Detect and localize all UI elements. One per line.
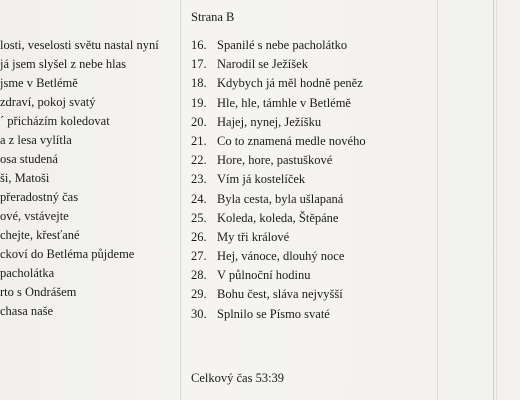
list-item bbox=[191, 113, 431, 132]
track-number: 17. bbox=[191, 57, 207, 72]
list-item bbox=[191, 94, 431, 113]
list-item bbox=[191, 170, 431, 189]
track-title: Splnilo se Písmo svaté bbox=[217, 306, 330, 321]
track-title: Koleda, koleda, Štěpáne bbox=[217, 210, 339, 225]
list-item: ´ přicházím koledovat bbox=[0, 114, 110, 128]
list-item bbox=[191, 209, 431, 228]
list-item bbox=[191, 228, 431, 247]
track-title: Hej, vánoce, dlouhý noce bbox=[217, 249, 345, 264]
track-number: 20. bbox=[191, 114, 207, 129]
list-item: ové, vstávejte bbox=[0, 209, 69, 223]
list-item: chasa naše bbox=[0, 304, 54, 318]
track-title: Kdybych já měl hodně peněz bbox=[217, 76, 363, 91]
track-number: 19. bbox=[191, 95, 207, 110]
list-item bbox=[191, 305, 431, 324]
list-item: přeradostný čas bbox=[0, 190, 79, 204]
total-time: Celkový čas 53:39 bbox=[191, 371, 285, 385]
track-title: Spanilé s nebe pacholátko bbox=[217, 38, 348, 52]
list-item bbox=[191, 55, 431, 74]
list-item: ši, Matoši bbox=[0, 171, 50, 185]
list-item bbox=[191, 190, 431, 209]
side-b-track-list bbox=[191, 36, 431, 324]
track-title: Hajej, nynej, Ježíšku bbox=[217, 114, 322, 129]
list-item: losti, veselosti světu nastal nyní bbox=[0, 38, 159, 52]
track-number: 26. bbox=[191, 229, 207, 244]
list-item bbox=[191, 74, 431, 93]
track-title: Byla cesta, byla ušlapaná bbox=[217, 191, 344, 206]
track-title: Narodil se Ježíšek bbox=[217, 57, 308, 72]
panel-fold-line bbox=[496, 0, 497, 400]
list-item bbox=[191, 151, 431, 170]
track-number: 27. bbox=[191, 249, 207, 264]
track-title: My tři králové bbox=[217, 229, 290, 244]
track-title: Vím já kostelíček bbox=[217, 172, 306, 187]
side-b-heading: Strana B bbox=[191, 10, 235, 24]
list-item: ckoví do Betléma půjdeme bbox=[0, 247, 135, 261]
panel-fold-line bbox=[437, 0, 438, 400]
track-title: Hore, hore, pastuškové bbox=[217, 153, 333, 168]
track-number: 30. bbox=[191, 306, 207, 321]
list-item: pacholátka bbox=[0, 266, 55, 280]
track-title: Co to znamená medle nového bbox=[217, 133, 366, 148]
track-number: 28. bbox=[191, 268, 207, 283]
list-item: rto s Ondrášem bbox=[0, 285, 77, 299]
track-number: 23. bbox=[191, 172, 207, 187]
list-item: já jsem slyšel z nebe hlas bbox=[0, 57, 127, 71]
panel-fold-line bbox=[493, 0, 494, 400]
track-title: Hle, hle, támhle v Betlémě bbox=[217, 95, 351, 110]
list-item: zdraví, pokoj svatý bbox=[0, 95, 96, 109]
track-number: 22. bbox=[191, 153, 207, 168]
side-a-track-list-cropped bbox=[0, 36, 180, 321]
panel-fold-line bbox=[180, 0, 181, 400]
list-item: jsme v Betlémě bbox=[0, 76, 78, 90]
track-number: 16. bbox=[191, 38, 207, 52]
list-item bbox=[191, 132, 431, 151]
list-item bbox=[191, 285, 431, 304]
list-item bbox=[191, 36, 431, 55]
track-title: V půlnoční hodinu bbox=[217, 268, 311, 283]
list-item bbox=[191, 266, 431, 285]
list-item: chejte, křesťané bbox=[0, 228, 80, 242]
track-number: 24. bbox=[191, 191, 207, 206]
list-item: osa studená bbox=[0, 152, 58, 166]
list-item: a z lesa vylítla bbox=[0, 133, 72, 147]
track-number: 21. bbox=[191, 133, 207, 148]
track-number: 29. bbox=[191, 287, 207, 302]
list-item bbox=[191, 247, 431, 266]
track-number: 25. bbox=[191, 210, 207, 225]
track-number: 18. bbox=[191, 76, 207, 91]
track-title: Bohu čest, sláva nejvyšší bbox=[217, 287, 343, 302]
